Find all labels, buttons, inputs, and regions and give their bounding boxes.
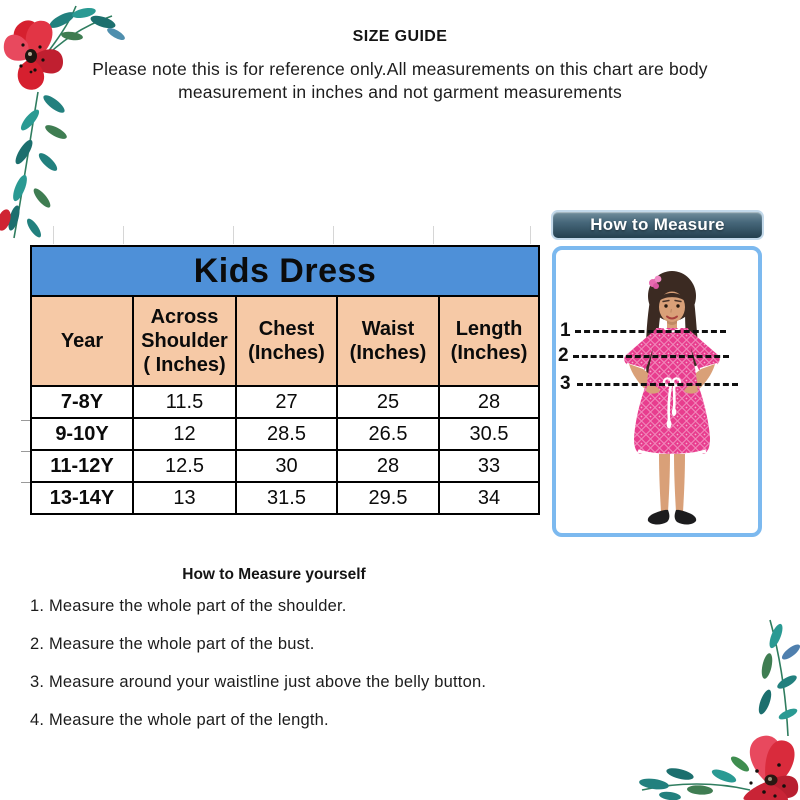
cell-across-shoulder: 11.5 [133,386,236,418]
cell-length: 34 [439,482,539,514]
column-header-length: Length (Inches) [439,296,539,386]
note-line-2: measurement in inches and not garment measurements [178,82,622,102]
gridline-stub [333,226,334,244]
cell-chest: 27 [236,386,337,418]
table-header-row [31,296,539,386]
gridline-stub [21,420,30,421]
cell-across-shoulder: 13 [133,482,236,514]
cell-year: 13-14Y [31,482,133,514]
cell-year: 9-10Y [31,418,133,450]
table-row [31,482,539,514]
girl-measurement-model-icon [556,250,758,533]
gridline-stub [233,226,234,244]
size-chart-table [30,245,540,515]
table-row [31,418,539,450]
cell-across-shoulder: 12 [133,418,236,450]
marker-3-waist: 3 [560,373,571,394]
gridline-stub [530,226,531,244]
cell-year: 11-12Y [31,450,133,482]
column-header-across-shoulder: Across Shoulder ( Inches) [133,296,236,386]
cell-length: 30.5 [439,418,539,450]
gridline-stub [123,226,124,244]
cell-chest: 28.5 [236,418,337,450]
page-title: SIZE GUIDE [352,28,448,45]
gridline-stub [21,482,30,483]
how-to-measure-header: How to Measure [551,210,764,240]
cell-across-shoulder: 12.5 [133,450,236,482]
cell-length: 33 [439,450,539,482]
instruction-item-3: 3. Measure around your waistline just above the belly button. [30,673,487,691]
cell-chest: 30 [236,450,337,482]
red-flower-icon [743,736,798,800]
measure-illustration-box [552,246,762,537]
instructions-heading: How to Measure yourself [182,566,366,583]
reference-note [40,58,760,104]
gridline-stub [53,226,54,244]
table-title: Kids Dress [31,246,539,296]
chest-measure-line [573,355,729,358]
instruction-item-4: 4. Measure the whole part of the length. [30,711,329,729]
cell-length: 28 [439,386,539,418]
note-line-1: Please note this is for reference only.All measurements on this chart are body [92,59,708,79]
cell-year: 7-8Y [31,386,133,418]
cell-waist: 29.5 [337,482,439,514]
cell-chest: 31.5 [236,482,337,514]
gridline-stub [433,226,434,244]
cell-waist: 28 [337,450,439,482]
instruction-item-1: 1. Measure the whole part of the shoulder. [30,597,347,615]
cell-waist: 25 [337,386,439,418]
floral-decoration-icon [638,614,800,800]
column-header-year: Year [31,296,133,386]
marker-1-shoulder: 1 [560,320,571,341]
column-header-waist: Waist (Inches) [337,296,439,386]
gridline-stub [21,451,30,452]
cell-waist: 26.5 [337,418,439,450]
shoulder-measure-line [575,330,726,333]
table-row [31,450,539,482]
waist-measure-line [577,383,738,386]
column-header-chest: Chest (Inches) [236,296,337,386]
marker-2-chest: 2 [558,345,569,366]
table-row [31,386,539,418]
instruction-item-2: 2. Measure the whole part of the bust. [30,635,315,653]
